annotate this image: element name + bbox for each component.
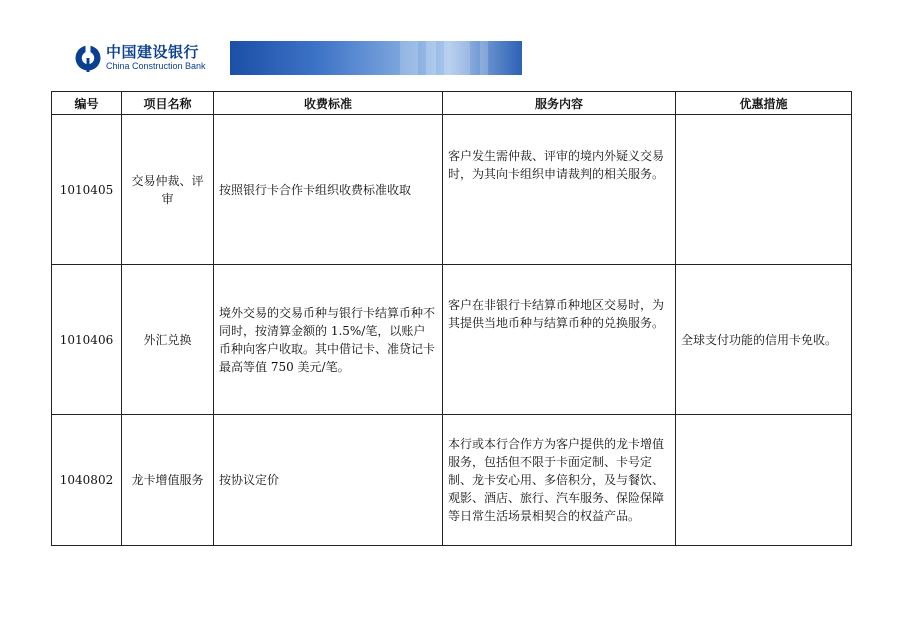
row-item-name: 外汇兑换: [122, 265, 214, 415]
bank-logo: [72, 41, 230, 75]
bank-name-cn: 中国建设银行: [106, 43, 200, 61]
header-fee-standard: 收费标准: [214, 92, 443, 115]
row-fee-standard: 按照银行卡合作卡组织收费标准收取: [214, 115, 443, 265]
header-service-content: 服务内容: [443, 92, 676, 115]
table-row: [52, 415, 852, 546]
row-preferential: 全球支付功能的信用卡免收。: [676, 265, 852, 415]
row-code: 1010405: [52, 115, 122, 265]
row-fee-standard: 按协议定价: [214, 415, 443, 546]
row-preferential: [676, 415, 852, 546]
row-fee-standard: 境外交易的交易币种与银行卡结算币种不同时，按清算金额的 1.5%/笔，以账户币种向客户收取。其中借记卡、准贷记卡最高等值 750 美元/笔。: [214, 265, 443, 415]
banner-building-image: [230, 41, 522, 75]
row-service-content: 客户发生需仲裁、评审的境内外疑义交易时，为其向卡组织申请裁判的相关服务。: [443, 115, 676, 265]
table-row: [52, 115, 852, 265]
row-code: 1010406: [52, 265, 122, 415]
header-code: 编号: [52, 92, 122, 115]
row-service-content: 客户在非银行卡结算币种地区交易时，为其提供当地币种与结算币种的兑换服务。: [443, 265, 676, 415]
table-header-row: [52, 92, 852, 115]
row-item-name: 龙卡增值服务: [122, 415, 214, 546]
row-item-name: 交易仲裁、评审: [122, 115, 214, 265]
bank-header-banner: [72, 41, 522, 75]
ccb-logo-icon: [74, 44, 102, 72]
row-preferential: [676, 115, 852, 265]
fee-table: [51, 91, 852, 546]
bank-name-en: China Construction Bank: [106, 61, 206, 71]
table-row: [52, 265, 852, 415]
row-code: 1040802: [52, 415, 122, 546]
header-preferential-measures: 优惠措施: [676, 92, 852, 115]
row-service-content: 本行或本行合作方为客户提供的龙卡增值服务，包括但不限于卡面定制、卡号定制、龙卡安心用、多倍积分，及与餐饮、观影、酒店、旅行、汽车服务、保险保障等日常生活场景相契合的权益产品。: [443, 415, 676, 546]
header-item-name: 项目名称: [122, 92, 214, 115]
